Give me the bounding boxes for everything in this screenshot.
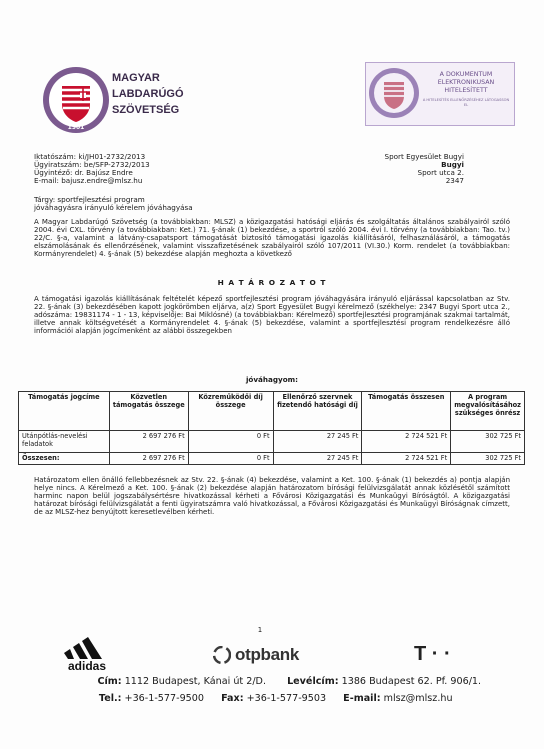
addressee-zip: 2347 (445, 176, 464, 185)
ugyiratszam: Ügyiratszám: be/SFP-2732/2013 (34, 160, 150, 169)
stamp-title (422, 71, 510, 95)
footer-tel (26, 693, 204, 705)
subject-block (34, 196, 193, 212)
col-header-kozvetlen: Közvetlen támogatás összege (109, 392, 188, 431)
decision-paragraph: A támogatási igazolás kiállításának feltételét képező sportfejlesztési program jóváhagyására irányuló eljárással kapcsolatban az Stv. 22. §-ának (3) bekezdésében kapott jogkörömben eljárva, a(z) Sport Egyesület Bugyi kérelmező (székhelye: 2347 Bugyi Sport utca 2., adószáma: 19831174 - 1 - 13, képviselője: Bai Miklósné) (a továbbiakban: Kérelmező) sportfejlesztési programjának szakmai tartalmát, illetve annak költségvetését a Kormányrendelet 4. §-ának (5) bekezdése, valamint a sportfejlesztési program rendelkezésre álló információi alapján jogcímenként az alábbi összegekben (34, 295, 510, 335)
footer-cim (26, 676, 266, 688)
cell-total-onresz: 302 725 Ft (451, 453, 525, 465)
page-number: 1 (257, 626, 263, 634)
footer-levelcim-label: Levélcím: (287, 676, 339, 687)
org-name-line3: SZÖVETSÉG (112, 104, 180, 116)
iktatoszam: Iktatószám: ki/JH01-2732/2013 (34, 152, 146, 161)
table-total-row (19, 453, 525, 465)
col-header-jogcim: Támogatás jogcíme (19, 392, 110, 431)
cell-kozremukodoi: 0 Ft (188, 431, 273, 453)
footer-cim-label: Cím: (97, 676, 122, 687)
cell-total-label: Összesen: (19, 453, 110, 465)
cell-ellenorzo: 27 245 Ft (273, 431, 362, 453)
approved-label: jóváhagyom: (245, 375, 299, 384)
stamp-line1: A DOKUMENTUM (439, 71, 493, 78)
decision-title: H A T Á R O Z A T O T (217, 278, 327, 287)
footer-fax-label: Fax: (221, 693, 244, 704)
cell-osszesen: 2 724 521 Ft (362, 431, 451, 453)
otpbank-logo (213, 643, 323, 669)
cell-jogcim: Utánpótlás-nevelési feladatok (19, 431, 110, 453)
org-name-line1: MAGYAR (112, 72, 160, 84)
grant-table (18, 391, 525, 465)
stamp-line3: HITELESÍTETT (444, 87, 488, 94)
col-header-kozremukodoi: Közreműködői díj összege (188, 392, 273, 431)
adidas-wordmark: adidas (67, 659, 106, 673)
footer-tel-label: Tel.: (98, 693, 122, 704)
intro-paragraph: A Magyar Labdarúgó Szövetség (a továbbiakban: MLSZ) a közigazgatási hatósági eljárás és szolgáltatás általános szabályairól szóló 2004. évi CXL. törvény (a továbbiakban: Ket.) 71. §-ának (1) bekezdése, a sportról szóló 2004. évi I. törvény (a továbbiakban: Tao. tv.) 22/C. §-a, valamint a látvány-csapatsport támogatását biztosító támogatási igazolás kiállításáról, felhasználásáról, a támogatás elszámolásának és ellenőrzésének, valamint visszafizetésének szabályairól szóló 107/2011 (VI.30.) Korm. rendelet (a továbbiakban: Kormányrendelet) 4. §-ának (5) bekezdése alapján meghozta a következő (34, 218, 510, 258)
footer-fax-value: +36-1-577-9503 (246, 693, 327, 704)
cell-total-ellenorzo: 27 245 Ft (273, 453, 362, 465)
addressee-name: Sport Egyesület Bugyi (384, 152, 464, 161)
cell-onresz: 302 725 Ft (451, 431, 525, 453)
footer-email (343, 693, 452, 705)
col-header-osszesen: Támogatás összesen (362, 392, 451, 431)
authentication-stamp (365, 62, 515, 126)
ugyintezo: Ügyintéző: dr. Bajúsz Endre (34, 168, 133, 177)
appeal-paragraph: Határozatom ellen önálló fellebbezésnek az Stv. 22. §-ának (4) bekezdése, valamint a Ket. 100. §-ának (1) bekezdés a) pontja alapján helye nincs. A Kérelmező a Ket. 100. §-ának (2) bekezdése alapján határozatom bírósági felülvizsgálatát annak közlésétől számított harminc napon belül jogszabálysértésre hivatkozással kérheti a Fővárosi Közigazgatási és Munkaügyi Bíróságtól. A közigazgatási határozat bírósági felülvizsgálatát a fenti ügyiratszámra való hivatkozással, a Fővárosi Közigazgatási és Munkaügyi Bíróságnak címzett, de az MLSZ-hez benyújtott keresetlevélben kérheti. (34, 476, 510, 516)
footer-tel-value: +36-1-577-9500 (124, 693, 204, 704)
adidas-stripes-icon (62, 637, 112, 659)
table-header-row (19, 392, 525, 431)
stamp-note: A HITELESÍTÉS ELLENŐRZÉSÉHEZ LÁTOGASSON EL (422, 98, 510, 107)
footer-levelcim (287, 676, 481, 688)
cell-total-osszesen: 2 724 521 Ft (362, 453, 451, 465)
addressee-street: Sport utca 2. (417, 168, 464, 177)
footer-fax (221, 693, 326, 705)
org-name (112, 70, 184, 118)
cell-total-kozremukodoi: 0 Ft (188, 453, 273, 465)
cell-kozvetlen: 2 697 276 Ft (109, 431, 188, 453)
footer-email-value: mlsz@mlsz.hu (383, 693, 453, 704)
col-header-onresz: A program megvalósításához szükséges önrész (451, 392, 525, 431)
footer-email-label: E-mail: (343, 693, 381, 704)
addressee-block (360, 153, 464, 185)
otp-swirl-icon (213, 646, 231, 664)
reference-block (34, 153, 150, 185)
adidas-logo (58, 637, 116, 673)
table-row (19, 431, 525, 453)
subject-line2: jóváhagyásra irányuló kérelem jóváhagyása (34, 203, 193, 212)
otp-wordmark: otpbank (235, 645, 300, 664)
mlsz-logo (42, 66, 110, 134)
footer-cim-value: 1112 Budapest, Kánai út 2/D. (124, 676, 266, 687)
footer-address-line (26, 676, 526, 688)
org-name-line2: LABDARÚGÓ (112, 88, 184, 100)
stamp-logo-icon (368, 67, 420, 119)
stamp-line2: ELEKTRONIKUSAN (437, 79, 495, 86)
cell-total-kozvetlen: 2 697 276 Ft (109, 453, 188, 465)
footer-levelcim-value: 1386 Budapest 62. Pf. 906/1. (341, 676, 482, 687)
telekom-logo: T · · (414, 643, 451, 665)
contact-email: E-mail: bajusz.endre@mlsz.hu (34, 176, 143, 185)
col-header-ellenorzo: Ellenőrző szervnek fizetendő hatósági díj (273, 392, 362, 431)
addressee-city: Bugyi (441, 160, 464, 169)
subject-line1: Tárgy: sportfejlesztési program (34, 195, 145, 204)
svg-text:1901: 1901 (67, 124, 85, 131)
footer-contact-line (26, 693, 526, 705)
